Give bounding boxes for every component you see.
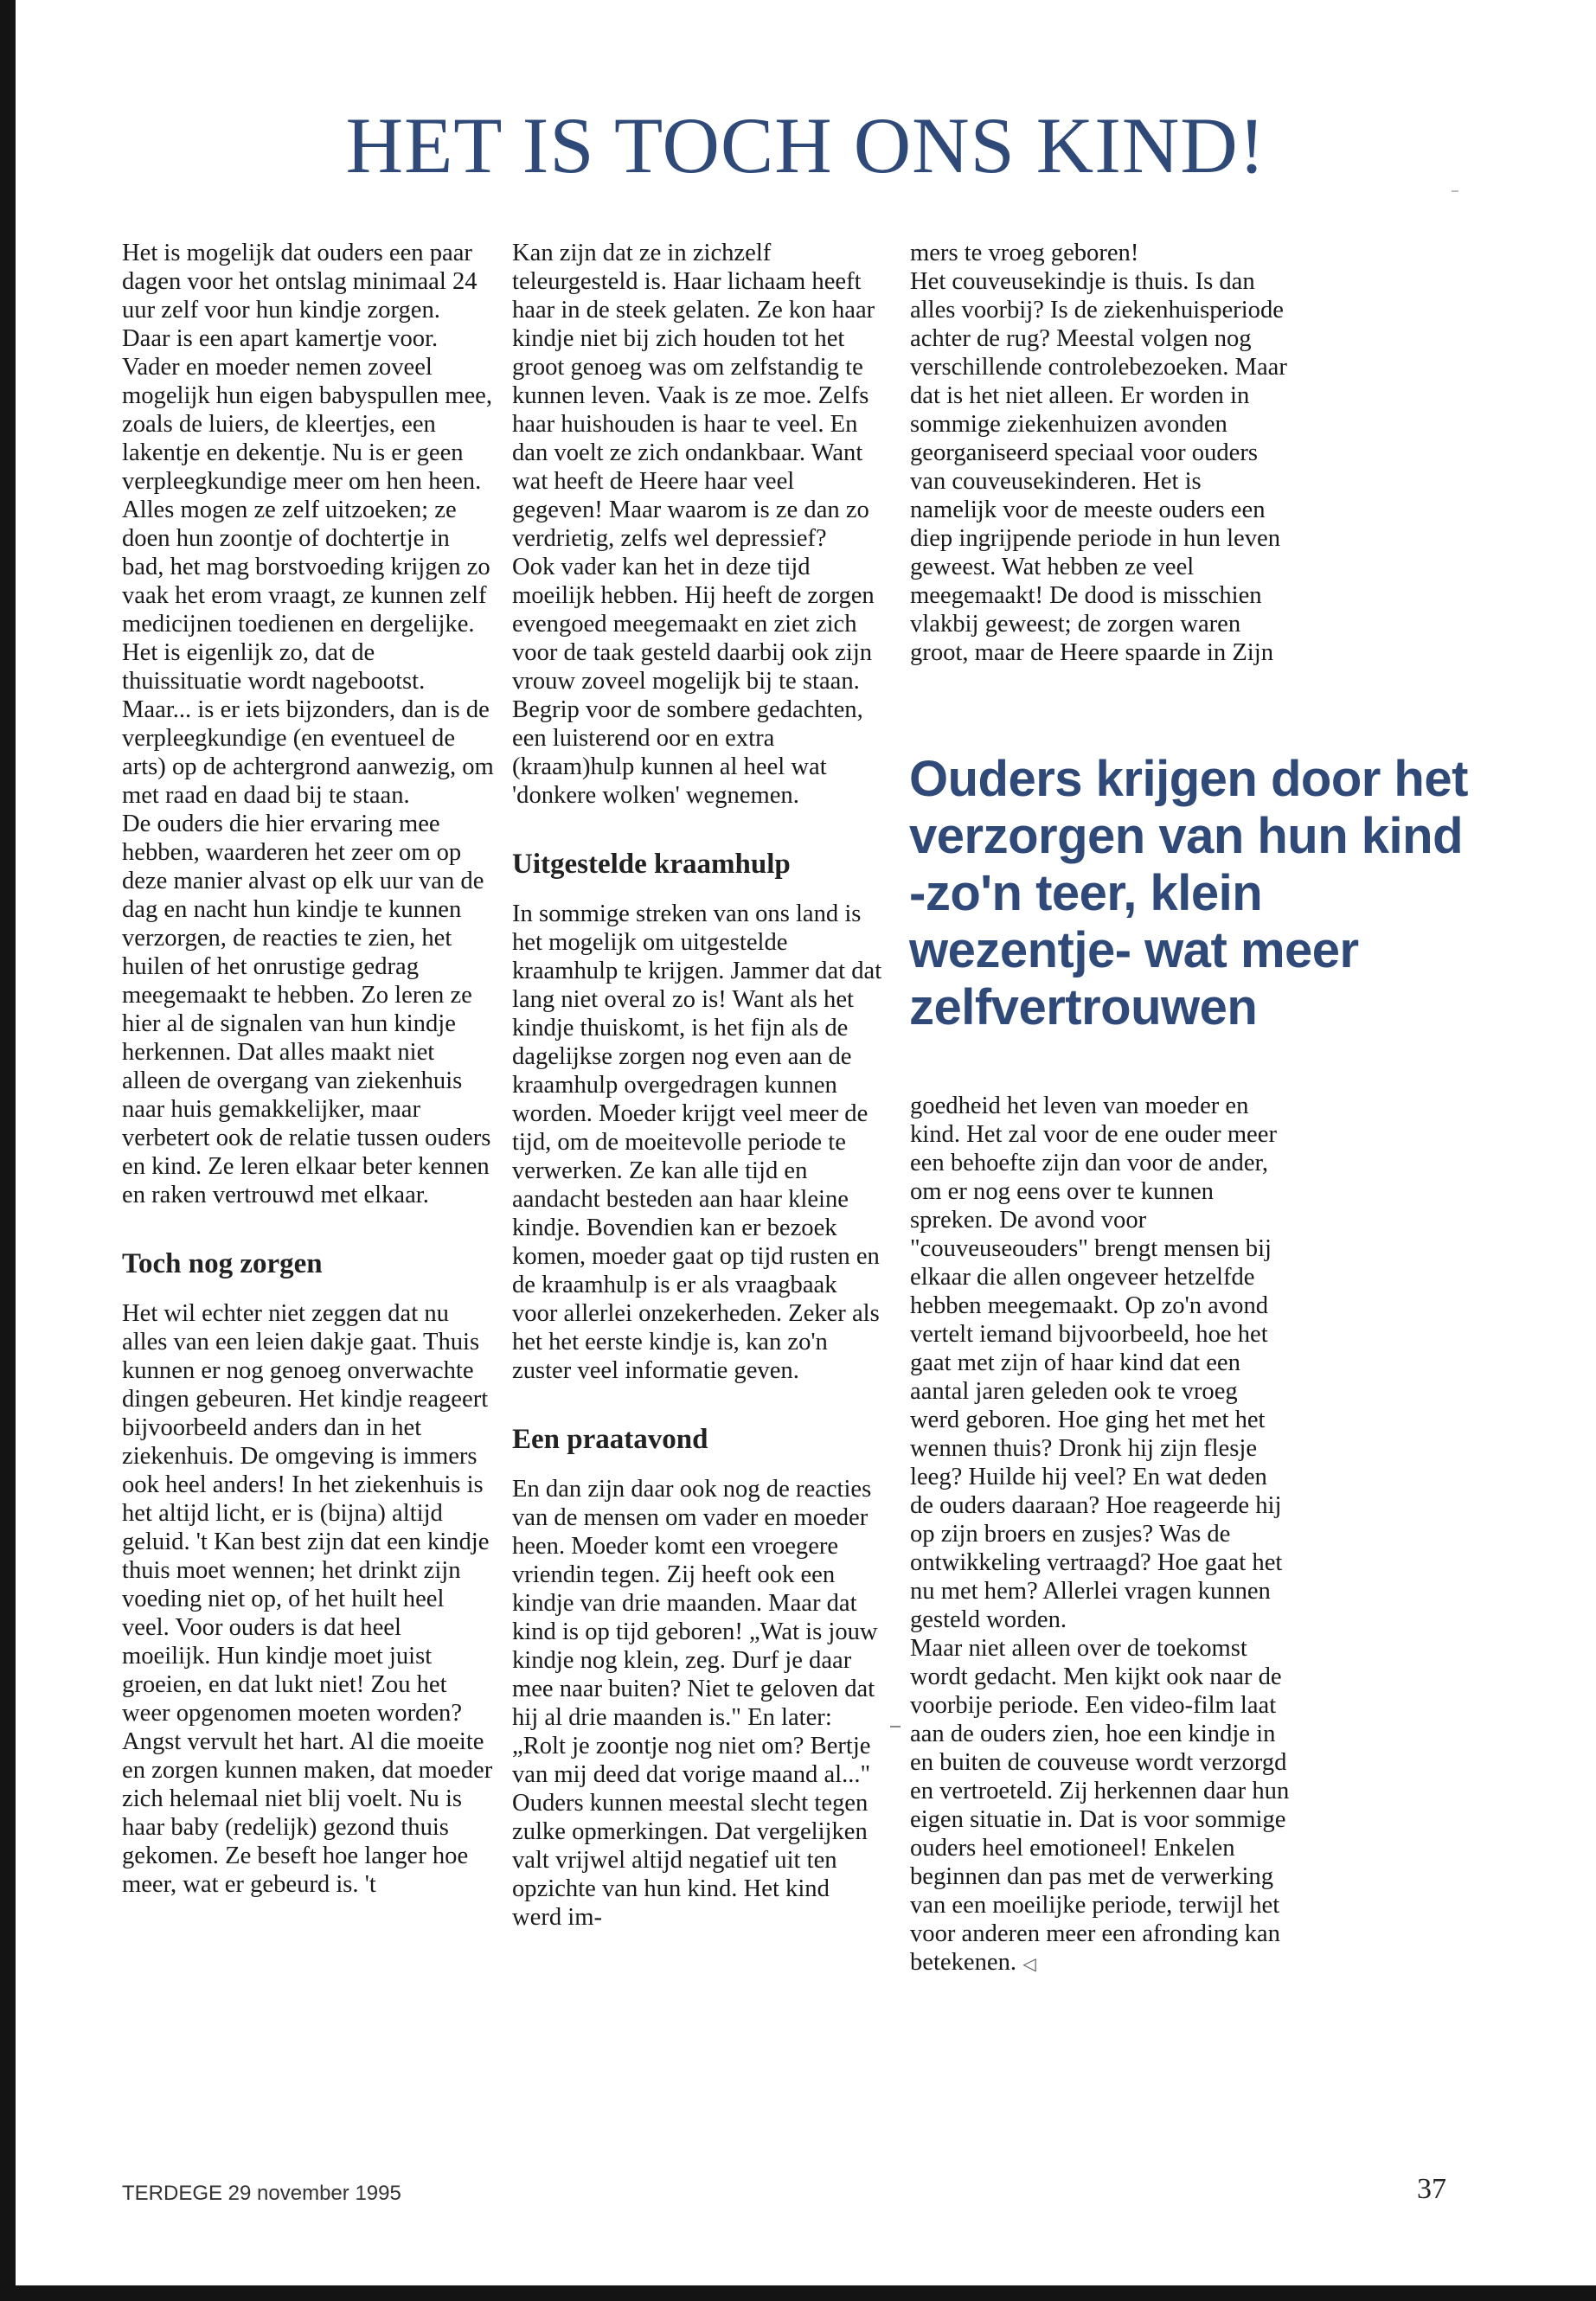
article-title: HET IS TOCH ONS KIND!	[345, 101, 1266, 189]
paragraph: Ook vader kan het in deze tijd moeilijk hebben. Hij heeft de zorgen evengoed meegemaakt en ziet zich voor de taak gesteld daarbij ook zijn vrouw zoveel mogelijk bij te staan. Begrip voor de sombere gedachten, een luisterend oor en extra (kraam)hulp kunnen al heel wat 'donkere wolken' wegnemen.	[512, 554, 875, 809]
paragraph: De ouders die hier ervaring mee hebben, waarderen het zeer om op deze manier alvast op elk uur van de dag en nacht hun kindje te kunnen verzorgen, de reacties te zien, het huilen of het onrustige gedrag meegemaakt te hebben. Zo leren ze hier al de signalen van hun kindje herkennen. Dat alles maakt niet alleen de overgang van ziekenhuis naar huis gemakkelijker, maar verbetert ook de relatie tussen ouders en kind. Ze leren elkaar beter kennen en raken vertrouwd met elkaar.	[122, 811, 491, 1208]
crop-mark	[890, 1726, 901, 1727]
paragraph: En dan zijn daar ook nog de reacties van de mensen om vader en moeder heen. Moeder komt een vroegere vriendin tegen. Zij heeft ook een kindje van drie maanden. Maar dat kind is op tijd geboren! „Wat is jouw kindje nog klein, zeg. Durf je daar mee naar buiten? Niet te geloven dat hij al drie maanden is." En later: „Rolt je zoontje nog niet om? Bertje van mij deed dat vorige maand al..." Ouders kunnen meestal slecht tegen zulke opmerkingen. Dat vergelijken valt vrijwel altijd negatief uit ten opzichte van hun kind. Het kind werd im-	[512, 1476, 878, 1931]
paragraph: In sommige streken van ons land is het mogelijk om uitgestelde kraamhulp te krijgen. Jammer dat dat lang niet overal zo is! Want als het kindje thuiskomt, is het fijn als de dagelijkse zorgen nog even aan de kraamhulp overgedragen kunnen worden. Moeder krijgt veel meer de tijd, om de moeitevolle periode te verwerken. Ze kan alle tijd en aandacht besteden aan haar kleine kindje. Bovendien kan er bezoek komen, moeder gaat op tijd rusten en de kraamhulp is er als vraagbaak voor allerlei onzekerheden. Zeker als het het eerste kindje is, kan zo'n zuster veel informatie geven.	[512, 901, 882, 1384]
pull-quote: Ouders krijgen door het verzorgen van hun kind -zo'n teer, klein wezentje- wat meer zelfvertrouwen	[909, 751, 1468, 1035]
paragraph: goedheid het leven van moeder en kind. Het zal voor de ene ouder meer een behoefte zijn dan voor de ander, om er nog eens over te kunnen spreken. De avond voor "couveuseouders" brengt mensen bij elkaar die allen ongeveer hetzelfde hebben meegemaakt. Op zo'n avond vertelt iemand bijvoorbeeld, hoe het gaat met zijn of haar kind dat een aantal jaren geleden ook te vroeg werd geboren. Hoe ging het met het wennen thuis? Dronk hij zijn flesje leeg? Huilde hij veel? En wat deden de ouders daaraan? Hoe reageerde hij op zijn broers en zusjes? Was de ontwikkeling vertraagd? Hoe gaat het nu met hem? Allerlei vragen kunnen gesteld worden.	[910, 1093, 1283, 1633]
paragraph: Kan zijn dat ze in zichzelf teleurgesteld is. Haar lichaam heeft haar in de steek gelaten. Ze kon haar kindje niet bij zich houden tot het groot genoeg was om zelfstandig te kunnen leven. Vaak is ze moe. Zelfs haar huishouden is haar te veel. En dan voelt ze zich ondankbaar. Want wat heeft de Heere haar veel gegeven! Maar waarom is ze dan zo verdrietig, zelfs wel depressief?	[512, 240, 875, 552]
paragraph: mers te vroeg geboren!	[910, 240, 1139, 266]
paragraph-text: Maar niet alleen over de toekomst wordt gedacht. Men kijkt ook naar de voorbije periode. Een video-film laat aan de ouders zien, hoe een kindje in en buiten de couveuse wordt verzorgd en vertroeteld. Zij herkennen daar hun eigen situatie in. Dat is voor sommige ouders heel emotioneel! Enkelen beginnen dan pas met de verwerking van een moeilijke periode, terwijl het voor anderen meer een afronding kan betekenen.	[910, 1635, 1290, 1976]
column-1	[122, 239, 494, 1899]
page-number: 37	[1417, 2173, 1446, 2205]
column-2	[512, 239, 884, 1932]
scan-edge-bottom	[0, 2285, 1596, 2301]
section-heading: Een praatavond	[512, 1424, 708, 1455]
publication-footer: TERDEGE 29 november 1995	[122, 2182, 401, 2205]
column-3-bottom	[910, 1092, 1291, 1979]
scan-edge-left	[0, 0, 16, 2301]
magazine-page	[16, 0, 1596, 2285]
end-of-article-icon: ◁	[1022, 1955, 1036, 1974]
crop-mark	[1452, 190, 1458, 192]
column-3-top	[910, 239, 1291, 667]
paragraph: Het couveusekindje is thuis. Is dan alles voorbij? Is de ziekenhuisperiode achter de rug? Meestal volgen nog verschillende controlebezoeken. Maar dat is het niet alleen. Er worden in sommige ziekenhuizen avonden georganiseerd speciaal voor ouders van couveusekinderen. Het is namelijk voor de meeste ouders een diep ingrijpende periode in hun leven geweest. Wat hebben ze veel meegemaakt! De dood is misschien vlakbij geweest; de zorgen waren groot, maar de Heere spaarde in Zijn	[910, 268, 1287, 666]
section-heading: Uitgestelde kraamhulp	[512, 849, 791, 880]
paragraph: Het wil echter niet zeggen dat nu alles van een leien dakje gaat. Thuis kunnen er nog genoeg onverwachte dingen gebeuren. Het kindje reageert bijvoorbeeld anders dan in het ziekenhuis. De omgeving is immers ook heel anders! In het ziekenhuis is het altijd licht, er is (bijna) altijd geluid. 't Kan best zijn dat een kindje thuis moet wennen; het drinkt zijn voeding niet op, of het huilt heel veel. Voor ouders is dat heel moeilijk. Hun kindje moet juist groeien, en dat lukt niet! Zou het weer opgenomen moeten worden? Angst vervult het hart. Al die moeite en zorgen kunnen maken, dat moeder zich helemaal niet blij voelt. Nu is haar baby (redelijk) gezond thuis gekomen. Ze beseft hoe langer hoe meer, wat er gebeurd is. 't	[122, 1300, 493, 1898]
section-heading: Toch nog zorgen	[122, 1248, 323, 1279]
paragraph: Het is mogelijk dat ouders een paar dagen voor het ontslag minimaal 24 uur zelf voor hun kindje zorgen. Daar is een apart kamertje voor. Vader en moeder nemen zoveel mogelijk hun eigen babyspullen mee, zoals de luiers, de kleertjes, een lakentje en dekentje. Nu is er geen verpleegkundige meer om hen heen. Alles mogen ze zelf uitzoeken; ze doen hun zoontje of dochtertje in bad, het mag borstvoeding krijgen zo vaak het erom vraagt, ze kunnen zelf medicijnen toedienen en dergelijke. Het is eigenlijk zo, dat de thuissituatie wordt nagebootst. Maar... is er iets bijzonders, dan is de verpleegkundige (en eventueel de arts) op de achtergrond aanwezig, om met raad en daad bij te staan.	[122, 240, 494, 809]
paragraph	[910, 1634, 1291, 1979]
